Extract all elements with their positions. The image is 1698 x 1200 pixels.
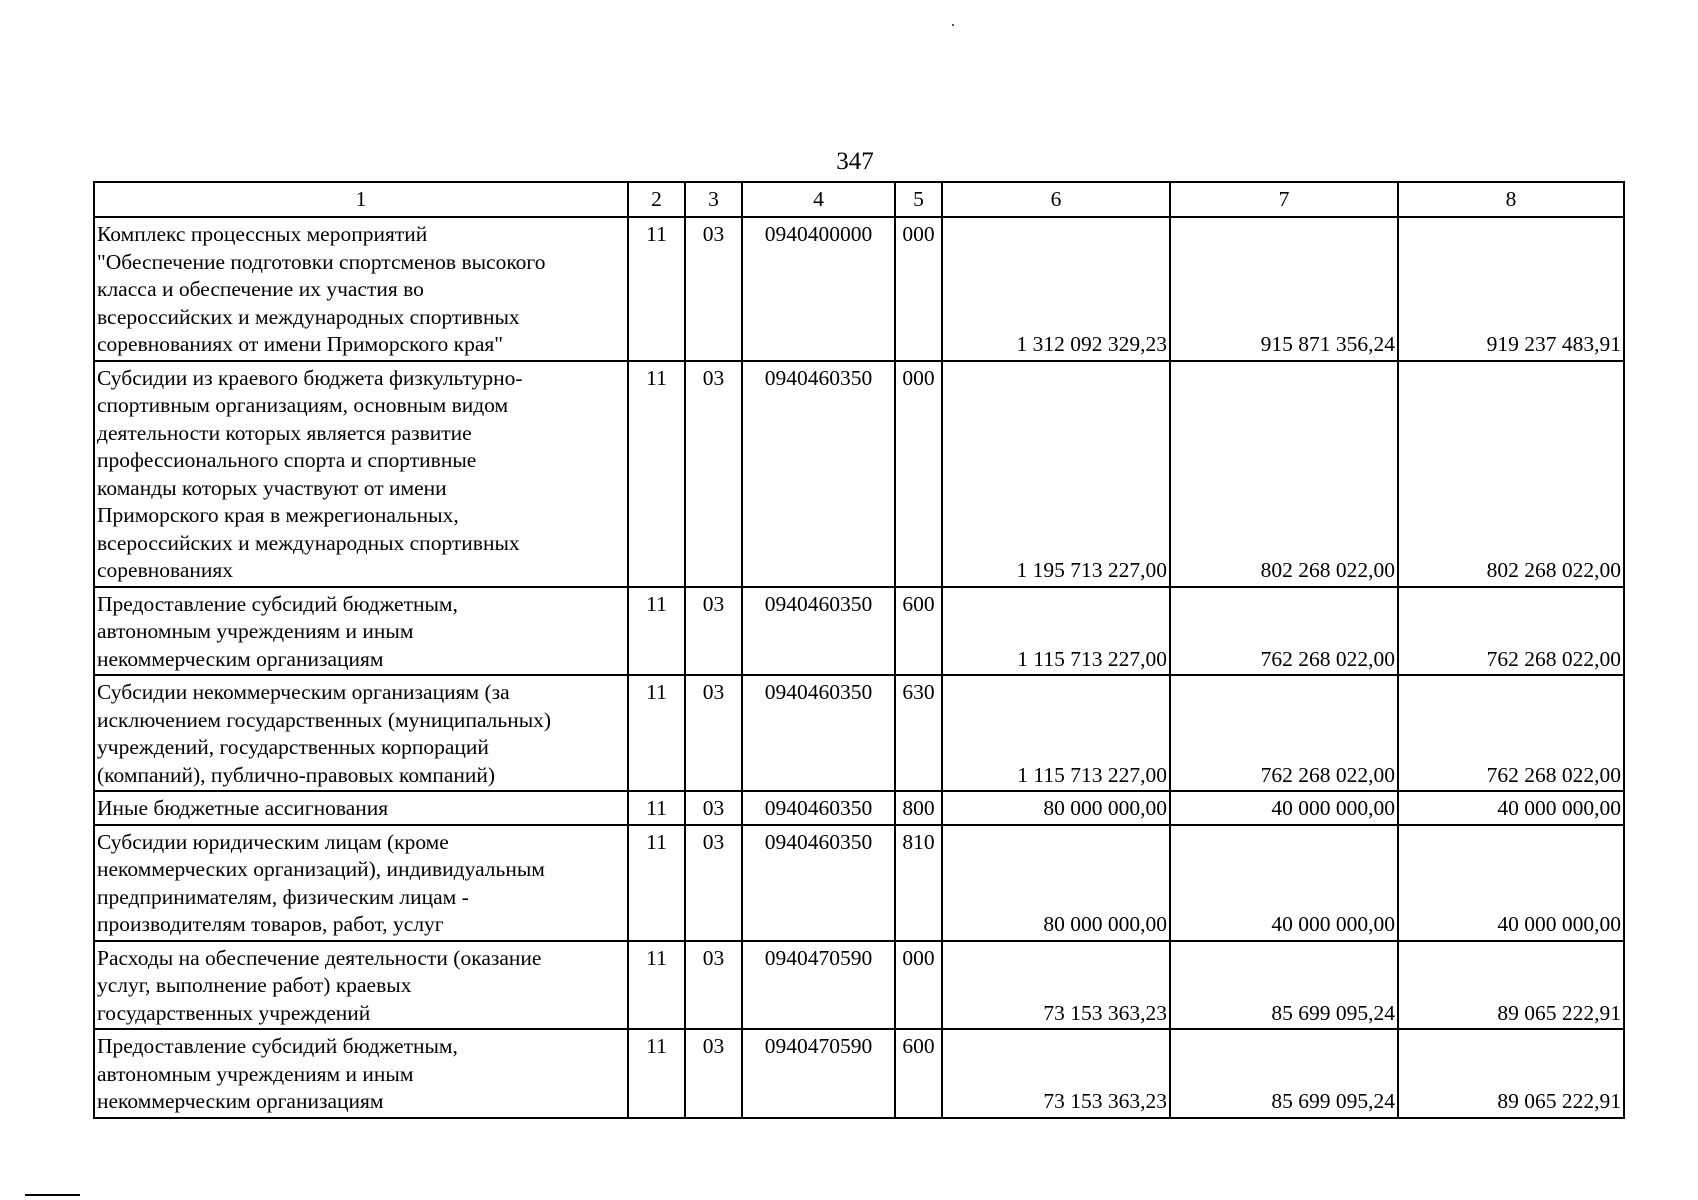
item-name (94, 825, 628, 941)
section-code: 11 (628, 825, 685, 941)
amount-col-8: 89 065 222,91 (1398, 941, 1624, 1030)
item-name-line: некоммерческих организаций), индивидуальным (97, 857, 545, 881)
section-code: 11 (628, 361, 685, 587)
item-name-line: некоммерческим организациям (97, 1089, 384, 1113)
table-row (94, 675, 1624, 791)
item-name (94, 675, 628, 791)
amount-col-7: 802 268 022,00 (1170, 361, 1398, 587)
table-row (94, 941, 1624, 1030)
item-name-line: Расходы на обеспечение деятельности (оказание (97, 945, 542, 970)
amount-col-6: 80 000 000,00 (942, 825, 1170, 941)
amount-col-8: 919 237 483,91 (1398, 217, 1624, 361)
item-name (94, 1029, 628, 1118)
item-name-line: Комплекс процессных мероприятий (97, 222, 428, 246)
item-name (94, 361, 628, 587)
item-name-line: некоммерческим организациям (97, 646, 384, 671)
section-code: 11 (628, 675, 685, 791)
amount-col-8: 89 065 222,91 (1398, 1029, 1624, 1118)
item-name-line: спортивным организациям, основным видом (97, 393, 509, 417)
section-code: 11 (628, 587, 685, 676)
subsection-code: 03 (685, 825, 742, 941)
col-header-6: 6 (942, 182, 1170, 217)
amount-col-6: 80 000 000,00 (942, 791, 1170, 825)
item-name (94, 941, 628, 1030)
amount-col-6: 1 115 713 227,00 (942, 675, 1170, 791)
col-header-5: 5 (895, 182, 942, 217)
subsection-code: 03 (685, 361, 742, 587)
expense-type-code: 000 (895, 361, 942, 587)
item-name-line: государственных учреждений (97, 1000, 371, 1025)
item-name (94, 587, 628, 676)
item-name-line: всероссийских и международных спортивных (97, 530, 520, 555)
section-code: 11 (628, 791, 685, 825)
item-name-line: Предоставление субсидий бюджетным, (97, 1034, 458, 1058)
col-header-2: 2 (628, 182, 685, 217)
item-name-line: производителям товаров, работ, услуг (97, 912, 444, 936)
footer-rule (25, 1194, 80, 1196)
table-row (94, 587, 1624, 676)
item-name-line: Субсидии из краевого бюджета физкультурно- (97, 365, 523, 390)
item-name-line: соревнованиях (97, 558, 234, 582)
page-number: 347 (836, 148, 874, 175)
amount-col-7: 762 268 022,00 (1170, 587, 1398, 676)
subsection-code: 03 (685, 941, 742, 1030)
table-row (94, 1029, 1624, 1118)
target-article-code: 0940400000 (742, 217, 895, 361)
table-row (94, 791, 1624, 825)
amount-col-8: 40 000 000,00 (1398, 791, 1624, 825)
item-name-line: деятельности которых является развитие (97, 420, 472, 445)
amount-col-6: 1 115 713 227,00 (942, 587, 1170, 676)
expense-type-code: 810 (895, 825, 942, 941)
budget-table (93, 181, 1625, 1119)
amount-col-7: 40 000 000,00 (1170, 825, 1398, 941)
expense-type-code: 000 (895, 217, 942, 361)
item-name-line: Иные бюджетные ассигнования (97, 796, 389, 820)
expense-type-code: 600 (895, 587, 942, 676)
expense-type-code: 800 (895, 791, 942, 825)
col-header-7: 7 (1170, 182, 1398, 217)
item-name-line: услуг, выполнение работ) краевых (97, 973, 412, 997)
item-name-line: (компаний), публично-правовых компаний) (97, 762, 496, 787)
expense-type-code: 600 (895, 1029, 942, 1118)
subsection-code: 03 (685, 587, 742, 676)
item-name-line: предпринимателям, физическим лицам - (97, 884, 469, 909)
target-article-code: 0940460350 (742, 825, 895, 941)
col-header-1: 1 (94, 182, 628, 217)
target-article-code: 0940460350 (742, 587, 895, 676)
item-name-line: профессионального спорта и спортивные (97, 448, 477, 472)
subsection-code: 03 (685, 217, 742, 361)
item-name-line: Субсидии юридическим лицам (кроме (97, 829, 449, 854)
item-name-line: Предоставление субсидий бюджетным, (97, 591, 458, 616)
section-code: 11 (628, 217, 685, 361)
amount-col-7: 762 268 022,00 (1170, 675, 1398, 791)
amount-col-7: 85 699 095,24 (1170, 1029, 1398, 1118)
item-name (94, 791, 628, 825)
amount-col-6: 73 153 363,23 (942, 1029, 1170, 1118)
item-name-line: Приморского края в межрегиональных, (97, 503, 459, 527)
item-name-line: учреждений, государственных корпораций (97, 735, 489, 759)
item-name-line: соревнованиях от имени Приморского края" (97, 332, 504, 356)
expense-type-code: 000 (895, 941, 942, 1030)
target-article-code: 0940470590 (742, 941, 895, 1030)
expense-type-code: 630 (895, 675, 942, 791)
amount-col-6: 73 153 363,23 (942, 941, 1170, 1030)
subsection-code: 03 (685, 791, 742, 825)
scan-speck (952, 24, 954, 26)
amount-col-6: 1 312 092 329,23 (942, 217, 1170, 361)
item-name-line: автономным учреждениям и иным (97, 619, 414, 643)
amount-col-8: 40 000 000,00 (1398, 825, 1624, 941)
table-row (94, 825, 1624, 941)
col-header-8: 8 (1398, 182, 1624, 217)
header-row (94, 182, 1624, 217)
amount-col-7: 85 699 095,24 (1170, 941, 1398, 1030)
target-article-code: 0940460350 (742, 361, 895, 587)
item-name-line: всероссийских и международных спортивных (97, 304, 520, 329)
target-article-code: 0940470590 (742, 1029, 895, 1118)
amount-col-7: 915 871 356,24 (1170, 217, 1398, 361)
section-code: 11 (628, 941, 685, 1030)
amount-col-7: 40 000 000,00 (1170, 791, 1398, 825)
target-article-code: 0940460350 (742, 675, 895, 791)
amount-col-6: 1 195 713 227,00 (942, 361, 1170, 587)
col-header-3: 3 (685, 182, 742, 217)
subsection-code: 03 (685, 675, 742, 791)
item-name-line: Субсидии некоммерческим организациям (за (97, 680, 510, 704)
target-article-code: 0940460350 (742, 791, 895, 825)
item-name (94, 217, 628, 361)
table-row (94, 217, 1624, 361)
amount-col-8: 762 268 022,00 (1398, 675, 1624, 791)
item-name-line: автономным учреждениям и иным (97, 1061, 414, 1086)
amount-col-8: 802 268 022,00 (1398, 361, 1624, 587)
item-name-line: исключением государственных (муниципальных) (97, 707, 552, 732)
amount-col-8: 762 268 022,00 (1398, 587, 1624, 676)
item-name-line: класса и обеспечение их участия во (97, 277, 424, 301)
section-code: 11 (628, 1029, 685, 1118)
subsection-code: 03 (685, 1029, 742, 1118)
item-name-line: "Обеспечение подготовки спортсменов высокого (97, 249, 546, 274)
item-name-line: команды которых участвуют от имени (97, 475, 447, 500)
table-row (94, 361, 1624, 587)
col-header-4: 4 (742, 182, 895, 217)
